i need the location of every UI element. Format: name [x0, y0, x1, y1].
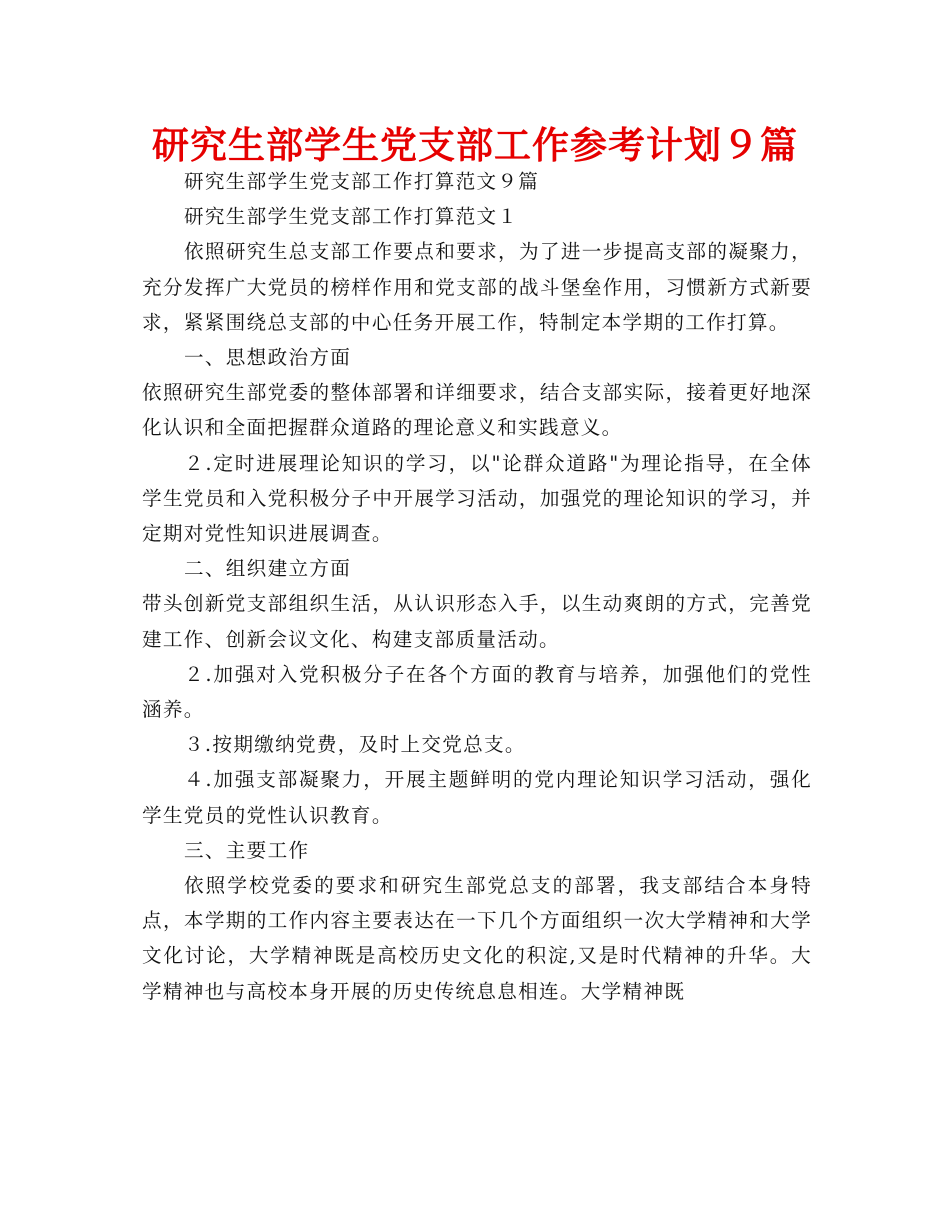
document-paragraph: 一、思想政治方面	[184, 346, 352, 370]
document-title: 研究生部学生党支部工作参考计划９篇	[152, 124, 798, 167]
document-paragraph: 二、组织建立方面	[184, 557, 352, 581]
document-body	[142, 164, 812, 1009]
document-paragraph: 依照研究生总支部工作要点和要求，为了进一步提高支部的凝聚力，充分发挥广大党员的榜样作用和党支部的战斗堡垒作用，习惯新方式新要求，紧紧围绕总支部的中心任务开展工作，特制定本学期的工作打算。	[142, 240, 812, 334]
document-paragraph: ２.加强对入党积极分子在各个方面的教育与培养，加强他们的党性涵养。	[142, 662, 812, 722]
document-paragraph: 依照学校党委的要求和研究生部党总支的部署，我支部结合本身特点，本学期的工作内容主要表达在一下几个方面组织一次大学精神和大学文化讨论，大学精神既是高校历史文化的积淀,又是时代精神的升华。大学精神也与高校本身开展的历史传统息息相连。大学精神既	[142, 874, 812, 1003]
document-paragraph: 带头创新党支部组织生活，从认识形态入手，以生动爽朗的方式，完善党建工作、创新会议文化、构建支部质量活动。	[142, 592, 812, 651]
document-paragraph: ２.定时进展理论知识的学习，以"论群众道路"为理论指导，在全体学生党员和入党积极分子中开展学习活动，加强党的理论知识的学习，并定期对党性知识进展调查。	[142, 451, 812, 546]
document-paragraph: 研究生部学生党支部工作打算范文１	[184, 205, 519, 229]
document-paragraph: 依照研究生部党委的整体部署和详细要求，结合支部实际，接着更好地深化认识和全面把握群众道路的理论意义和实践意义。	[142, 381, 812, 440]
document-paragraph: ４.加强支部凝聚力，开展主题鲜明的党内理论知识学习活动，强化学生党员的党性认识教育。	[142, 768, 812, 827]
document-paragraph: 研究生部学生党支部工作打算范文９篇	[184, 170, 540, 193]
document-paragraph: ３.按期缴纳党费，及时上交党总支。	[184, 733, 526, 757]
document-paragraph: 三、主要工作	[184, 838, 310, 862]
